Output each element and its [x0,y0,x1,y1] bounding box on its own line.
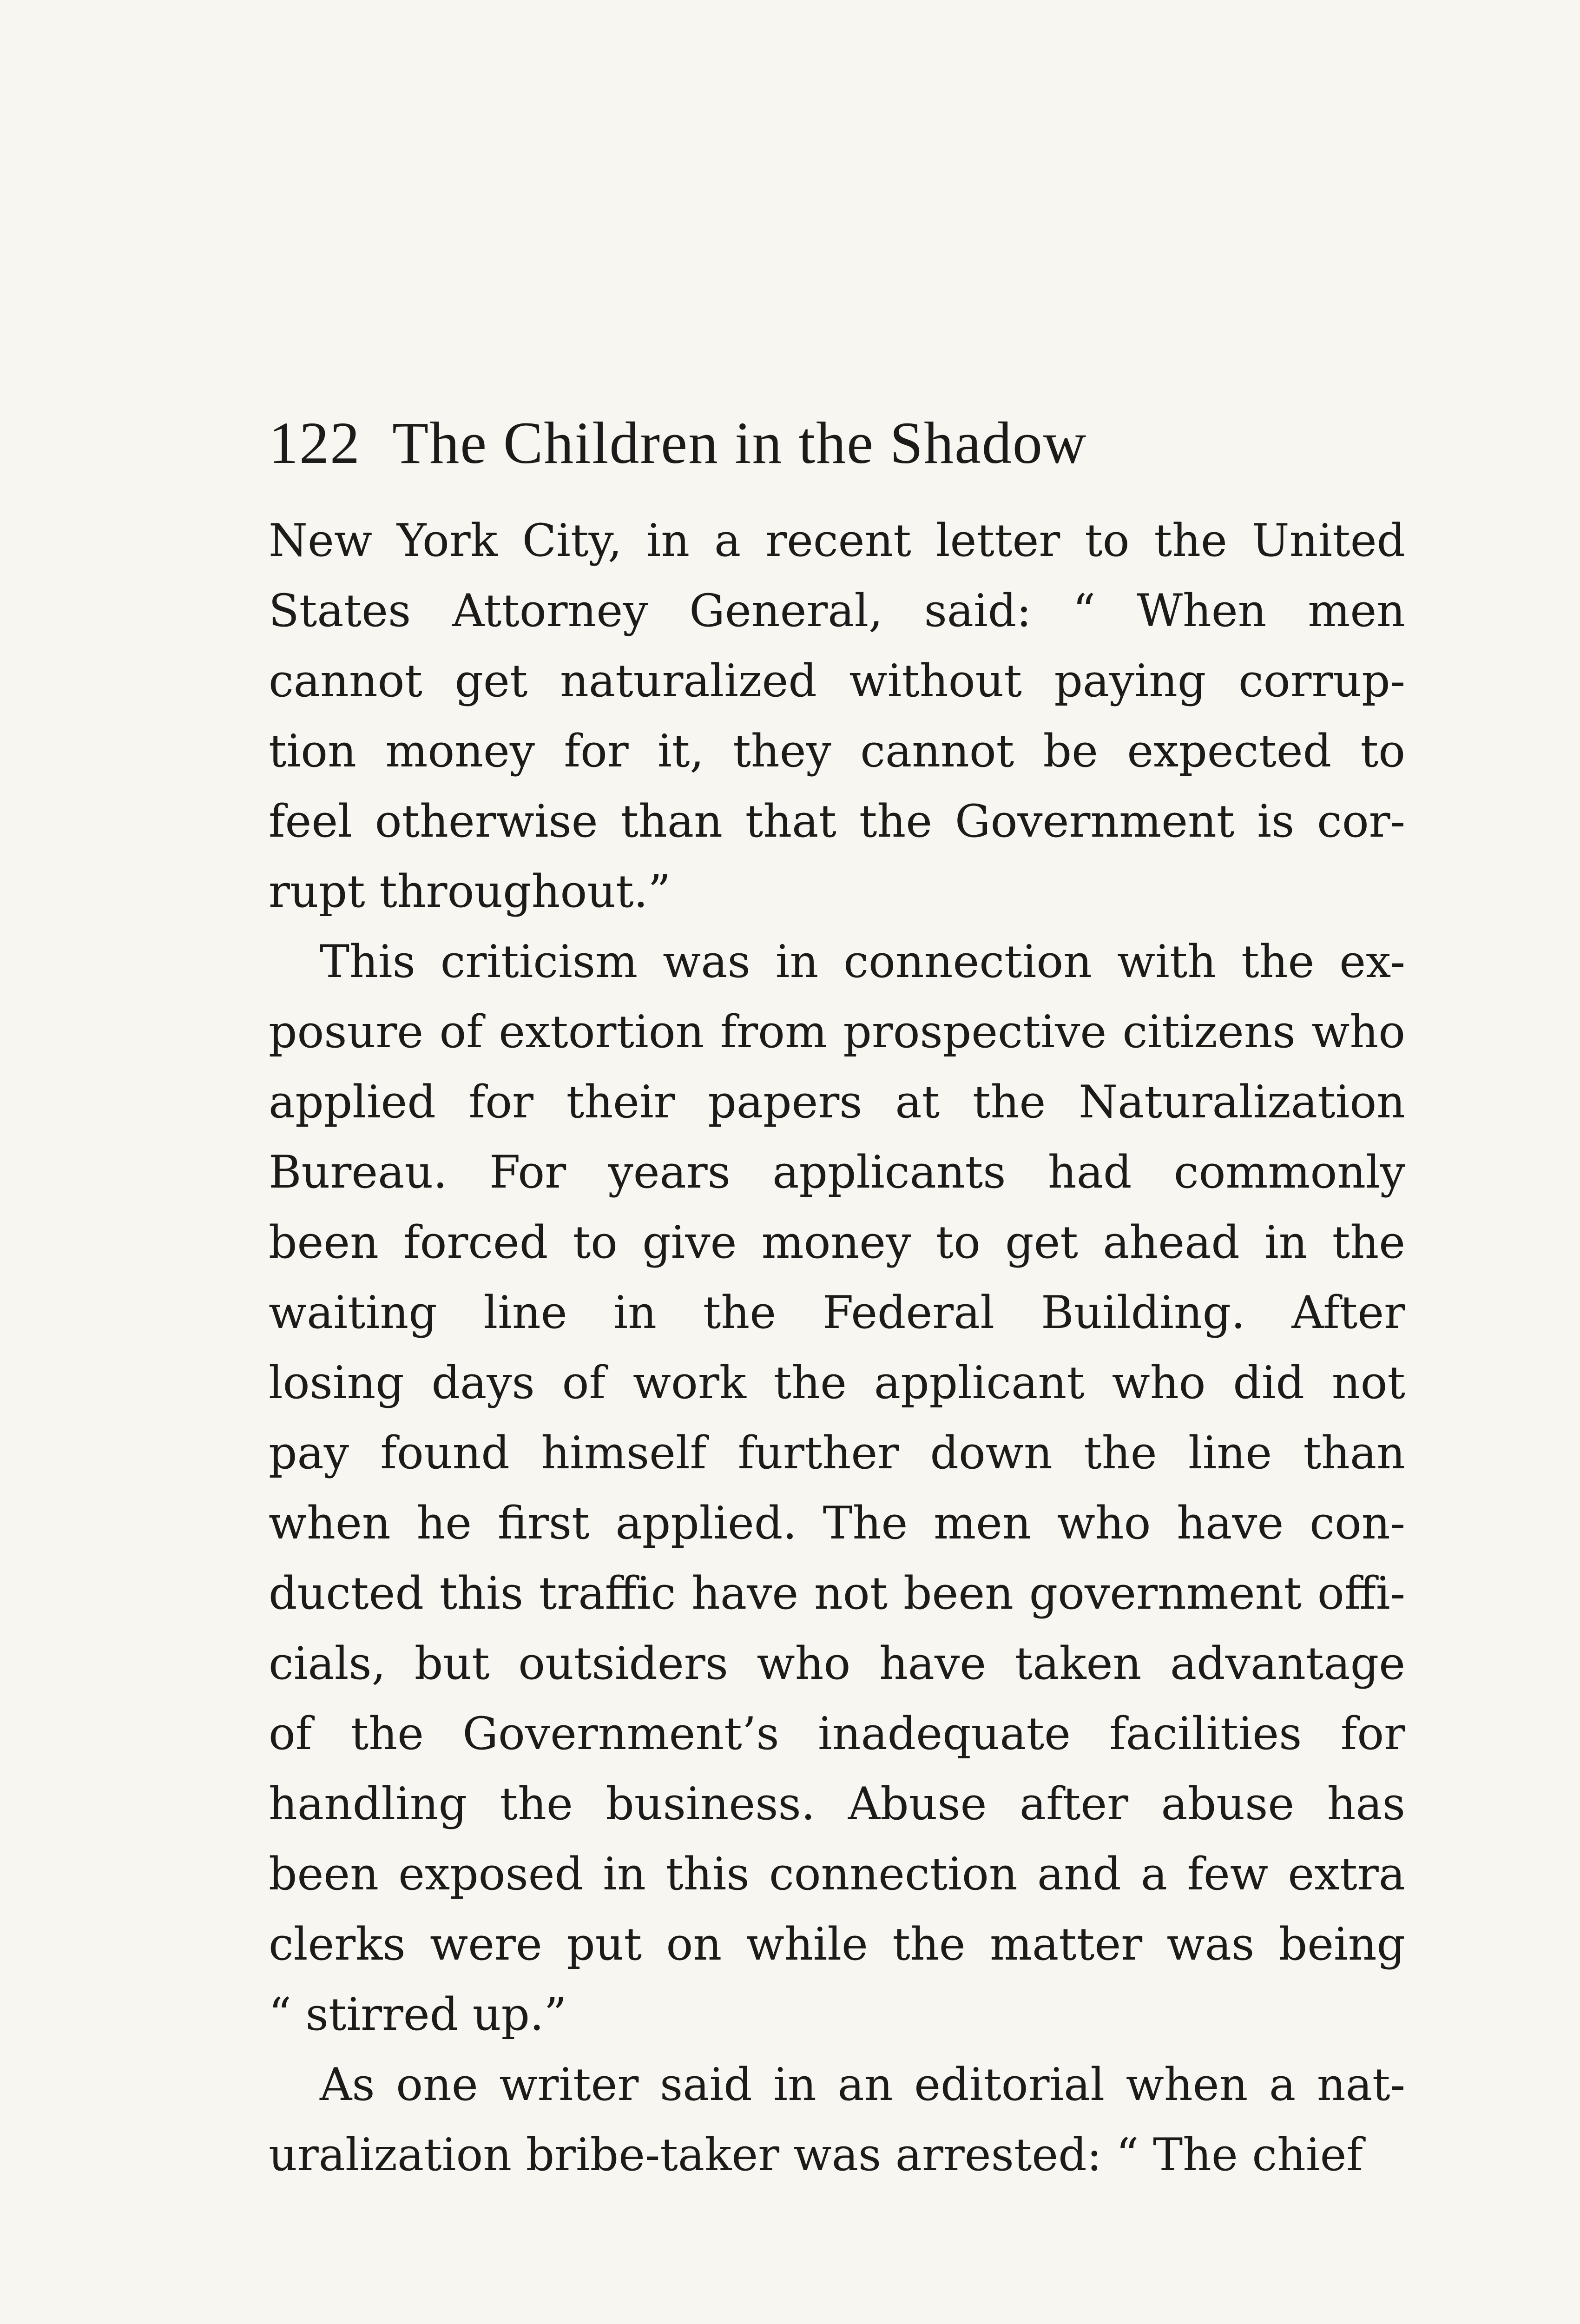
paragraph [269,927,1405,2050]
text-line: clerks were put on while the matter was being [269,1918,1405,1970]
text-line: cials, but outsiders who have taken advantage [269,1637,1405,1690]
text-line: This criticism was in connection with the ex- [320,936,1405,988]
text-line: when he first applied. The men who have con- [269,1497,1405,1549]
text-line: posure of extortion from prospective citizens who [269,1006,1405,1058]
text-line: of the Government’s inadequate facilities for [269,1708,1405,1760]
text-line: “ stirred up.” [269,1988,567,2040]
text-line: pay found himself further down the line than [269,1427,1405,1479]
text-line: waiting line in the Federal Building. After [269,1287,1405,1339]
text-line: As one writer said in an editorial when a nat- [320,2059,1405,2111]
text-line: New York City, in a recent letter to the United [269,515,1405,567]
text-line: been exposed in this connection and a few extra [269,1848,1405,1900]
body-text [269,506,1405,2190]
text-line: applied for their papers at the Naturalization [269,1076,1405,1128]
page-number: 122 [269,410,361,476]
text-line: uralization bribe-taker was arrested: “ The chief [269,2129,1363,2181]
text-line: rupt throughout.” [269,865,671,918]
text-line: losing days of work the applicant who did not [269,1357,1405,1409]
paragraph [269,506,1405,927]
text-line: handling the business. Abuse after abuse has [269,1778,1405,1830]
text-line: Bureau. For years applicants had commonly [269,1146,1405,1198]
text-line: tion money for it, they cannot be expected to [269,725,1405,777]
running-title: The Children in the Shadow [392,410,1087,476]
text-line: ducted this traffic have not been government offi- [269,1567,1405,1619]
text-line: feel otherwise than that the Government is cor- [269,795,1405,847]
paragraph [269,2050,1405,2190]
running-head [269,409,1402,488]
text-line: cannot get naturalized without paying corrup- [269,655,1405,707]
text-line: States Attorney General, said: “ When men [269,585,1405,637]
text-line: been forced to give money to get ahead in the [269,1216,1405,1268]
